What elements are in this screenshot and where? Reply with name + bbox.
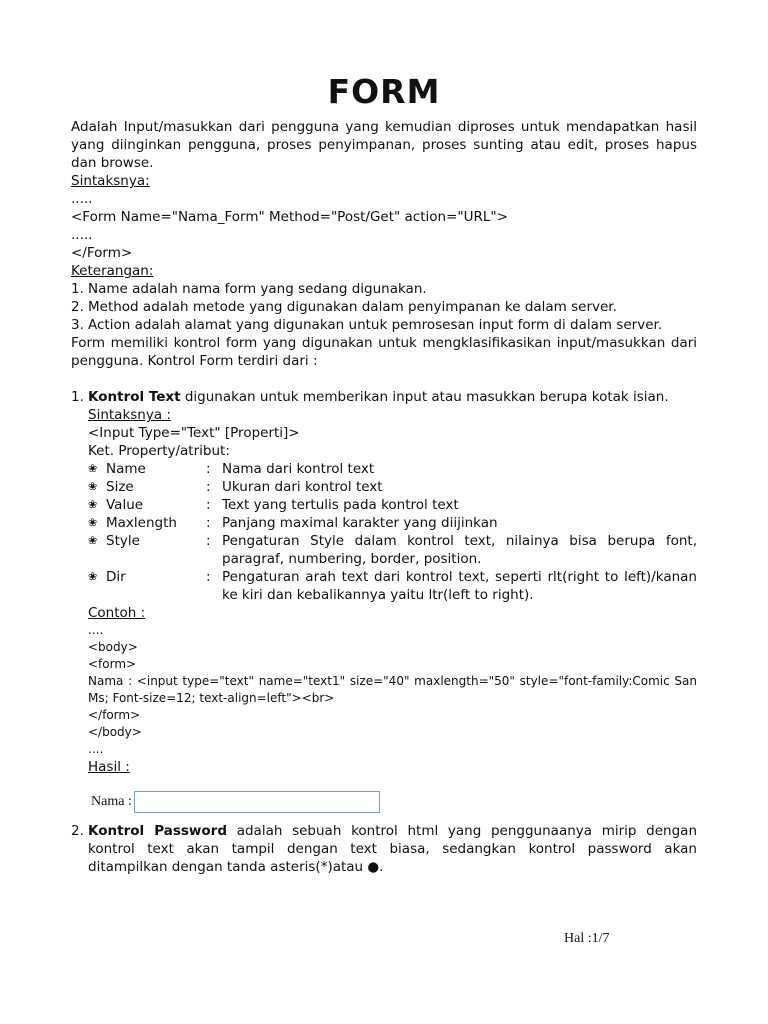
property-colon: : [206, 515, 211, 531]
kontrol-text-details [88, 406, 697, 814]
keterangan-label: Keterangan: [71, 263, 154, 279]
kontrol-password-heading: Kontrol Password [88, 823, 228, 839]
flower-bullet-icon: ❀ [88, 534, 98, 547]
page-title: FORM [327, 72, 441, 111]
nama-field-label: Nama : [91, 794, 132, 809]
property-colon: : [206, 479, 211, 495]
property-colon: : [206, 461, 211, 477]
keterangan-item [71, 298, 697, 316]
code-line: Nama : <input type="text" name="text1" size="40" maxlength="50" style="font-family:Comic San Ms; Font-size=12; text-align=left"><br> [88, 674, 697, 705]
property-row [88, 460, 697, 478]
list-text: Method adalah metode yang digunakan dalam penyimpanan ke dalam server. [88, 299, 617, 315]
form-close-line: </Form> [71, 245, 133, 261]
nama-text-input[interactable] [134, 791, 380, 813]
hasil-example [88, 790, 697, 814]
kontrol-password-description: adalah sebuah kontrol html yang penggunaanya mirip dengan kontrol text akan tampil dengan text biasa, sedangkan kontrol password akan ditampilkan dengan tanda asteris(*)atau ●. [88, 823, 698, 875]
property-name: Dir [106, 569, 126, 585]
property-description: Pengaturan arah text dari kontrol text, seperti rlt(right to left)/kanan ke kiri dan kebalikannya yaitu ltr(left to right). [222, 569, 697, 603]
list-number: 1. [71, 389, 84, 405]
code-line: </form> [88, 708, 141, 722]
property-description: Nama dari kontrol text [222, 461, 375, 477]
sintaks-label: Sintaksnya : [88, 407, 171, 423]
kontrol-text-heading: Kontrol Text [88, 389, 181, 405]
code-line: <form> [88, 657, 137, 671]
kontrol-text-description: digunakan untuk memberikan input atau masukkan berupa kotak isian. [180, 389, 669, 405]
hasil-label: Hasil : [88, 759, 130, 775]
property-description: Panjang maximal karakter yang diijinkan [222, 515, 498, 531]
flower-bullet-icon: ❀ [88, 570, 98, 583]
property-name: Name [106, 461, 146, 477]
code-line: .... [88, 623, 104, 637]
code-line: <body> [88, 640, 138, 654]
list-text: Action adalah alamat yang digunakan untuk pemrosesan input form di dalam server. [88, 317, 663, 333]
property-row [88, 496, 697, 514]
list-number: 2. [71, 823, 84, 839]
property-row [88, 478, 697, 496]
keterangan-item [71, 316, 697, 334]
code-line: .... [88, 742, 104, 756]
list-number: 3. [71, 317, 84, 333]
keterangan-item [71, 280, 697, 298]
list-text: Name adalah nama form yang sedang digunakan. [88, 281, 427, 297]
code-line: </body> [88, 725, 142, 739]
contoh-label: Contoh : [88, 605, 146, 621]
list-number: 2. [71, 299, 84, 315]
document-body [71, 118, 697, 876]
property-colon: : [206, 569, 211, 585]
property-name: Maxlength [106, 515, 177, 531]
syntax-dots: ..... [71, 191, 93, 207]
sintaks-label: Sintaksnya: [71, 173, 150, 189]
intro-paragraph: Adalah Input/masukkan dari pengguna yang kemudian diproses untuk mendapatkan hasil yang diinginkan pengguna, proses penyimpanan, proses sunting atau edit, proses hapus dan browse. [71, 119, 697, 171]
property-colon: : [206, 497, 211, 513]
property-row [88, 532, 697, 568]
form-syntax-line: <Form Name="Nama_Form" Method="Post/Get" action="URL"> [71, 209, 508, 225]
property-description: Pengaturan Style dalam kontrol text, nilainya bisa berupa font, paragraf, numbering, border, position. [222, 533, 697, 567]
property-list-label: Ket. Property/atribut: [88, 443, 230, 459]
flower-bullet-icon: ❀ [88, 498, 98, 511]
property-name: Value [106, 497, 144, 513]
property-colon: : [206, 533, 211, 549]
syntax-dots: ..... [71, 227, 93, 243]
property-name: Style [106, 533, 140, 549]
property-description: Ukuran dari kontrol text [222, 479, 383, 495]
property-row [88, 568, 697, 604]
property-name: Size [106, 479, 134, 495]
flower-bullet-icon: ❀ [88, 462, 98, 475]
page-number: Hal :1/7 [564, 931, 610, 946]
kontrol-text-item [71, 388, 697, 406]
input-syntax-line: <Input Type="Text" [Properti]> [88, 425, 300, 441]
kontrol-intro-paragraph: Form memiliki kontrol form yang digunakan untuk mengklasifikasikan input/masukkan dari pengguna. Kontrol Form terdiri dari : [71, 335, 697, 369]
list-number: 1. [71, 281, 84, 297]
flower-bullet-icon: ❀ [88, 516, 98, 529]
property-row [88, 514, 697, 532]
code-example [88, 622, 697, 758]
kontrol-password-item [71, 822, 697, 876]
flower-bullet-icon: ❀ [88, 480, 98, 493]
property-description: Text yang tertulis pada kontrol text [222, 497, 459, 513]
